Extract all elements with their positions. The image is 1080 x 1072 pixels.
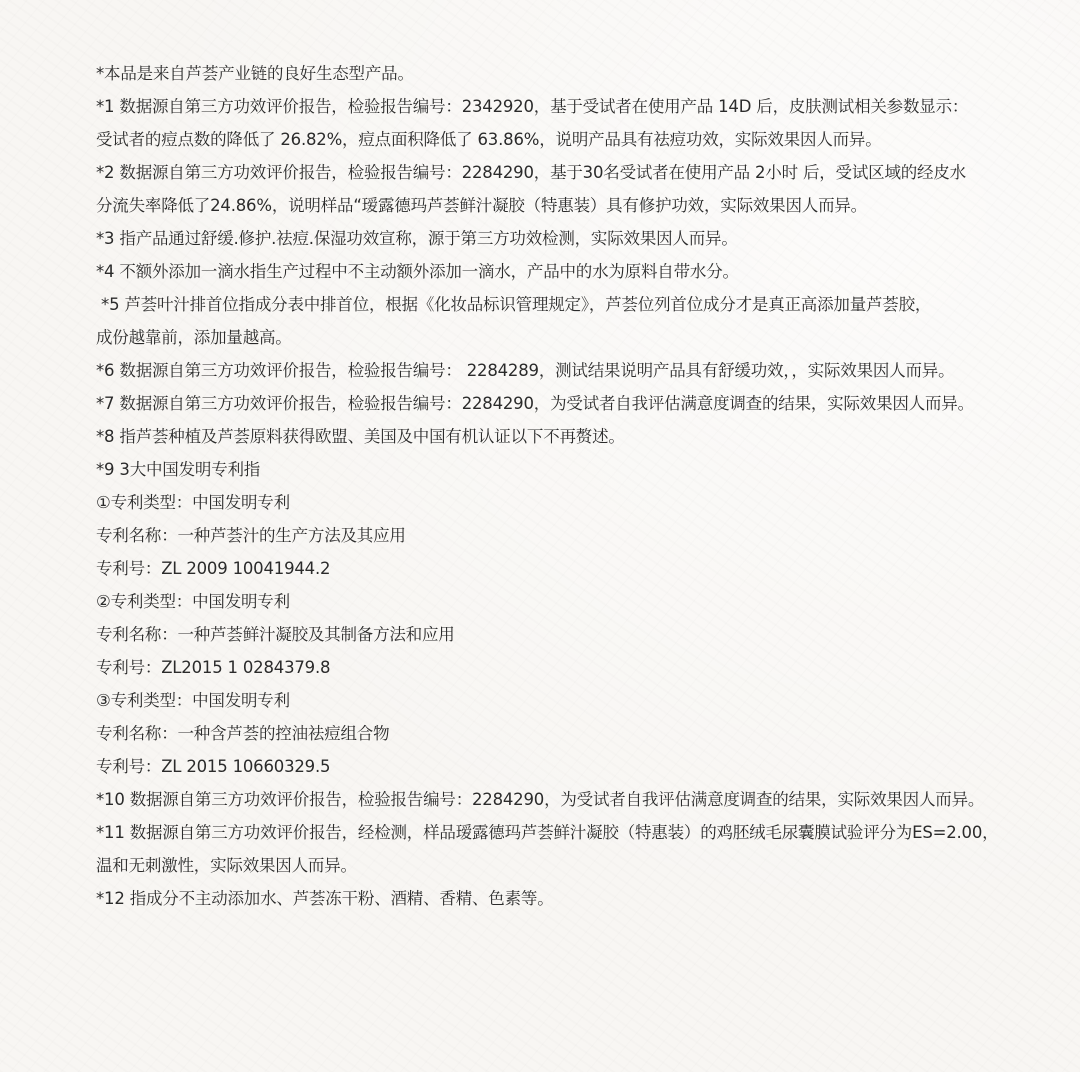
- patent-type: ②专利类型：中国发明专利: [96, 592, 290, 611]
- footnote-line: 分流失率降低了24.86%，说明样品“瑷露德玛芦荟鲜汁凝胶（特惠装）具有修护功效，实际效果因人而异。: [96, 196, 867, 215]
- footnote-8: [96, 420, 1056, 453]
- footnote-6: [96, 354, 1056, 387]
- intro-line: *本品是来自芦荟产业链的良好生态型产品。: [96, 64, 414, 83]
- footnote-line: *8 指芦荟种植及芦荟原料获得欧盟、美国及中国有机认证以下不再赘述。: [96, 427, 625, 446]
- footnote-line: 成份越靠前，添加量越高。: [96, 328, 292, 347]
- patent-2: [96, 585, 1056, 684]
- footnote-4: [96, 255, 1056, 288]
- footnote-11: [96, 816, 1056, 882]
- footnote-line: *12 指成分不主动添加水、芦荟冻干粉、酒精、香精、色素等。: [96, 889, 554, 908]
- footnote-1: [96, 90, 1056, 156]
- footnote-line: *3 指产品通过舒缓.修护.祛痘.保湿功效宣称，源于第三方功效检测，实际效果因人而异。: [96, 229, 738, 248]
- footnote-line: *6 数据源自第三方功效评价报告，检验报告编号： 2284289，测试结果说明产品具有舒缓功效，，实际效果因人而异。: [96, 361, 955, 380]
- footnote-5: [96, 288, 1056, 354]
- footnote-7: [96, 387, 1056, 420]
- footnote-line: *2 数据源自第三方功效评价报告，检验报告编号：2284290，基于30名受试者在使用产品 2小时 后，受试区域的经皮水: [96, 163, 966, 182]
- patent-number: 专利号：ZL 2009 10041944.2: [96, 559, 331, 578]
- footnote-line: *4 不额外添加一滴水指生产过程中不主动额外添加一滴水，产品中的水为原料自带水分。: [96, 262, 739, 281]
- patent-number: 专利号：ZL 2015 10660329.5: [96, 757, 331, 776]
- patent-type: ①专利类型：中国发明专利: [96, 493, 290, 512]
- footnote-2: [96, 156, 1056, 222]
- footnote-line: *9 3大中国发明专利指: [96, 460, 261, 479]
- footnote-9: [96, 453, 1056, 486]
- footnote-line: *1 数据源自第三方功效评价报告，检验报告编号：2342920，基于受试者在使用产品 14D 后，皮肤测试相关参数显示：: [96, 97, 969, 116]
- patent-number: 专利号：ZL2015 1 0284379.8: [96, 658, 331, 677]
- patent-3: [96, 684, 1056, 783]
- footnote-line: *5 芦荟叶汁排首位指成分表中排首位，根据《化妆品标识管理规定》，芦荟位列首位成分才是真正高添加量芦荟胶，: [96, 295, 932, 314]
- footnote-12: [96, 882, 1056, 915]
- footnote-line: 温和无刺激性，实际效果因人而异。: [96, 856, 357, 875]
- patent-1: [96, 486, 1056, 585]
- footnote-10: [96, 783, 1056, 816]
- footnote-line: *10 数据源自第三方功效评价报告，检验报告编号：2284290，为受试者自我评估满意度调查的结果，实际效果因人而异。: [96, 790, 985, 809]
- patent-name: 专利名称：一种芦荟汁的生产方法及其应用: [96, 526, 406, 545]
- patent-name: 专利名称：一种芦荟鲜汁凝胶及其制备方法和应用: [96, 625, 455, 644]
- disclaimer-document: [96, 57, 1056, 915]
- patent-type: ③专利类型：中国发明专利: [96, 691, 290, 710]
- footnote-line: 受试者的痘点数的降低了 26.82%，痘点面积降低了 63.86%，说明产品具有祛痘功效，实际效果因人而异。: [96, 130, 882, 149]
- patent-name: 专利名称：一种含芦荟的控油祛痘组合物: [96, 724, 390, 743]
- footnote-line: *7 数据源自第三方功效评价报告，检验报告编号：2284290，为受试者自我评估满意度调查的结果，实际效果因人而异。: [96, 394, 974, 413]
- footnote-line: *11 数据源自第三方功效评价报告，经检测，样品瑷露德玛芦荟鲜汁凝胶（特惠装）的鸡胚绒毛尿囊膜试验评分为ES=2.00，: [96, 823, 999, 842]
- footnote-3: [96, 222, 1056, 255]
